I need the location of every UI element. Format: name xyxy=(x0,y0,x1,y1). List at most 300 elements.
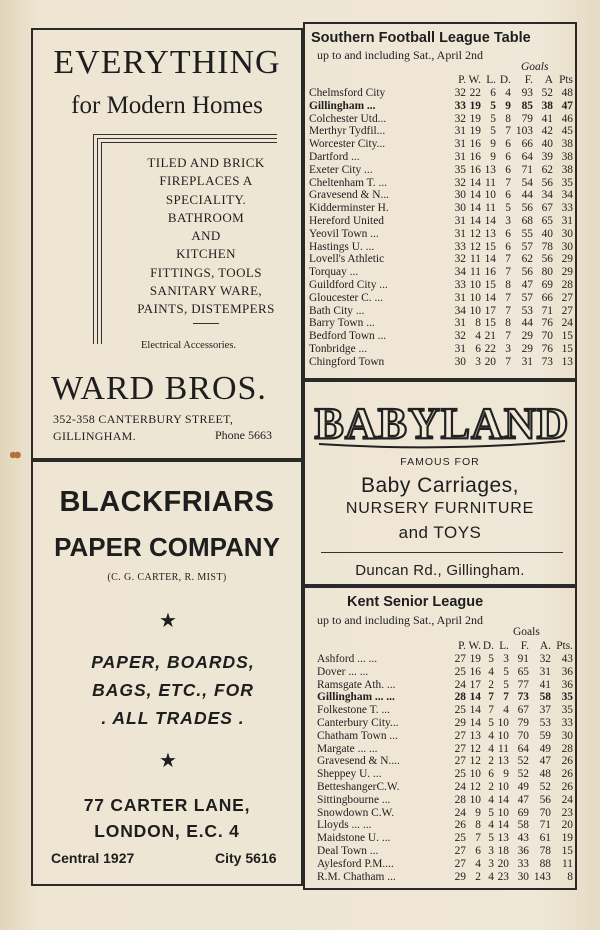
stat-cell: 7 xyxy=(488,691,494,704)
header-row xyxy=(309,74,573,87)
southern-league-table xyxy=(303,22,577,380)
stat-cell: 7 xyxy=(505,253,511,266)
stat-cell: 30 xyxy=(561,227,573,240)
stat-cell: 29 xyxy=(454,870,466,883)
stat-cell: 36 xyxy=(517,844,529,857)
stat-cell: 77 xyxy=(517,678,529,691)
stat-cell: 3 xyxy=(488,844,494,857)
stat-cell: 42 xyxy=(541,125,553,138)
stat-cell: 8 xyxy=(505,112,511,125)
table-row xyxy=(309,279,573,292)
stat-cell: 52 xyxy=(517,768,529,781)
stat-cell: 43 xyxy=(517,832,529,845)
stat-cell: 2 xyxy=(475,870,481,883)
column-header: L. xyxy=(486,74,496,86)
goods-line: . ALL TRADES . xyxy=(101,708,245,728)
stat-cell: 91 xyxy=(517,653,529,665)
stat-cell: 40 xyxy=(541,227,553,240)
stat-cell: 7 xyxy=(505,266,511,279)
stat-cell: 56 xyxy=(521,202,533,215)
stat-cell: 19 xyxy=(469,99,481,112)
stat-cell: 14 xyxy=(484,291,496,304)
stat-cell: 7 xyxy=(505,291,511,304)
stat-cell: 7 xyxy=(505,355,511,368)
kent-league-table xyxy=(303,586,577,890)
stat-cell: 14 xyxy=(469,202,481,215)
goals-label: Goals xyxy=(521,61,549,73)
column-header: Pts. xyxy=(556,640,573,652)
team-name: Kidderminster H. xyxy=(309,202,389,215)
table-row xyxy=(317,666,573,679)
stat-cell: 47 xyxy=(521,278,533,291)
table-title: Kent Senior League xyxy=(347,594,484,610)
stat-cell: 54 xyxy=(521,176,533,189)
stat-cell: 12 xyxy=(469,240,481,253)
stat-cell: 4 xyxy=(488,870,494,883)
stat-cell: 33 xyxy=(454,240,466,253)
stat-cell: 32 xyxy=(454,253,466,266)
stat-cell: 34 xyxy=(454,304,466,317)
stat-cell: 76 xyxy=(541,342,553,355)
famous-for: FAMOUS FOR xyxy=(400,456,480,468)
table-row xyxy=(317,691,573,704)
goods-line: PAPER, BOARDS, xyxy=(91,652,255,672)
stat-cell: 23 xyxy=(561,806,573,819)
babyland-advert xyxy=(303,380,577,586)
stat-cell: 3 xyxy=(505,214,511,227)
team-name: Tonbridge ... xyxy=(309,342,368,355)
stat-cell: 6 xyxy=(505,163,511,176)
table-row xyxy=(309,138,573,151)
stat-cell: 10 xyxy=(497,806,509,819)
team-name: Colchester Utd... xyxy=(309,112,387,125)
table-row xyxy=(317,755,573,768)
table-row xyxy=(309,330,573,343)
stat-cell: 85 xyxy=(521,99,533,112)
stat-cell: 31 xyxy=(521,355,533,368)
stat-cell: 9 xyxy=(475,806,481,819)
stat-cell: 27 xyxy=(454,844,466,857)
team-name: Gravesend & N.... xyxy=(317,755,400,768)
stat-cell: 57 xyxy=(521,291,533,304)
stat-cell: 38 xyxy=(561,150,573,163)
column-header: W. xyxy=(468,74,481,86)
table-row xyxy=(317,768,573,781)
table-row xyxy=(317,832,573,845)
team-name: Sheppey U. ... xyxy=(317,768,382,781)
stat-cell: 35 xyxy=(561,691,573,704)
table-row xyxy=(309,177,573,190)
team-name: Bath City ... xyxy=(309,304,365,317)
stat-cell: 10 xyxy=(469,278,481,291)
stat-cell: 45 xyxy=(561,125,573,138)
stat-cell: 8 xyxy=(505,278,511,291)
table-row xyxy=(309,228,573,241)
stat-cell: 16 xyxy=(469,163,481,176)
stat-cell: 31 xyxy=(454,342,466,355)
stat-cell: 5 xyxy=(490,99,496,112)
stat-cell: 32 xyxy=(454,176,466,189)
stat-cell: 10 xyxy=(469,291,481,304)
babyland-logo xyxy=(313,394,571,452)
stat-cell: 30 xyxy=(454,202,466,215)
stat-cell: 46 xyxy=(561,112,573,125)
table-title: Southern Football League Table xyxy=(311,30,531,46)
advert-subheadline: PAPER COMPANY xyxy=(54,532,280,562)
product-line: SANITARY WARE, xyxy=(149,283,263,299)
stat-cell: 52 xyxy=(517,755,529,768)
product-line: FITTINGS, TOOLS xyxy=(150,264,262,280)
team-header xyxy=(317,640,450,653)
stat-cell: 65 xyxy=(541,214,553,227)
team-name: Deal Town ... xyxy=(317,844,379,857)
stat-cell: 7 xyxy=(505,176,511,189)
stat-cell: 30 xyxy=(454,189,466,202)
team-name: Chatham Town ... xyxy=(317,729,398,742)
stat-cell: 79 xyxy=(517,716,529,729)
table-row xyxy=(317,730,573,743)
team-name: Chelmsford City xyxy=(309,87,386,99)
stat-cell: 4 xyxy=(503,704,509,717)
table-row xyxy=(317,653,573,666)
stat-cell: 5 xyxy=(488,832,494,845)
stat-cell: 14 xyxy=(497,793,509,806)
stat-cell: 38 xyxy=(561,138,573,151)
column-header: P. xyxy=(458,74,466,86)
goods-list xyxy=(63,648,283,732)
telephone-central: Central 1927 xyxy=(51,850,135,866)
stat-cell: 56 xyxy=(521,266,533,279)
star-icon: ★ xyxy=(159,750,177,772)
stat-cell: 31 xyxy=(454,150,466,163)
stat-cell: 5 xyxy=(503,665,509,678)
stat-cell: 66 xyxy=(521,138,533,151)
table-row xyxy=(309,125,573,138)
stat-cell: 14 xyxy=(469,214,481,227)
team-name: Canterbury City... xyxy=(317,716,399,729)
team-name: Lovell's Athletic xyxy=(309,253,385,266)
stat-cell: 5 xyxy=(490,112,496,125)
stat-cell: 14 xyxy=(469,704,481,717)
stat-cell: 9 xyxy=(490,138,496,151)
stat-cell: 13 xyxy=(484,163,496,176)
stat-cell: 64 xyxy=(517,742,529,755)
star-icon: ★ xyxy=(159,610,177,632)
column-header: Pts xyxy=(559,74,573,86)
stat-cell: 30 xyxy=(561,240,573,253)
stat-cell: 3 xyxy=(505,342,511,355)
table-row xyxy=(309,356,573,369)
stat-cell: 6 xyxy=(505,150,511,163)
stat-cell: 4 xyxy=(488,793,494,806)
column-header: W. xyxy=(468,640,481,652)
stat-cell: 22 xyxy=(469,87,481,99)
stat-cell: 49 xyxy=(539,742,551,755)
stat-cell: 19 xyxy=(469,125,481,138)
stat-cell: 33 xyxy=(517,857,529,870)
stat-cell: 47 xyxy=(561,99,573,112)
product-line: TILED AND BRICK xyxy=(147,155,265,170)
divider xyxy=(193,323,219,324)
stat-cell: 8 xyxy=(475,819,481,832)
team-name: Hereford United xyxy=(309,214,384,227)
stat-cell: 14 xyxy=(484,253,496,266)
table-row xyxy=(309,343,573,356)
stat-cell: 22 xyxy=(484,342,496,355)
stat-cell: 27 xyxy=(561,304,573,317)
team-name: Folkestone T. ... xyxy=(317,704,390,717)
team-name: Worcester City... xyxy=(309,138,386,151)
address-line: 77 CARTER LANE, xyxy=(83,795,251,815)
telephone-city: City 5616 xyxy=(215,850,277,866)
stat-cell: 9 xyxy=(490,150,496,163)
stat-cell: 71 xyxy=(521,163,533,176)
table-row xyxy=(317,807,573,820)
stat-cell: 15 xyxy=(484,240,496,253)
stat-cell: 43 xyxy=(561,653,573,665)
ward-bros-advert xyxy=(31,28,303,460)
stat-cell: 5 xyxy=(488,653,494,665)
stat-cell: 49 xyxy=(517,780,529,793)
table-row xyxy=(309,202,573,215)
stat-cell: 11 xyxy=(498,742,509,755)
stat-cell: 17 xyxy=(469,678,481,691)
stat-cell: 53 xyxy=(521,304,533,317)
stat-cell: 24 xyxy=(561,317,573,330)
stat-cell: 25 xyxy=(454,768,466,781)
table-row xyxy=(309,189,573,202)
stat-cell: 8 xyxy=(475,317,481,330)
stat-cell: 44 xyxy=(521,317,533,330)
table-row xyxy=(309,292,573,305)
stat-cell: 5 xyxy=(490,125,496,138)
stat-cell: 28 xyxy=(561,742,573,755)
stat-cell: 7 xyxy=(475,832,481,845)
stat-cell: 66 xyxy=(541,291,553,304)
stat-cell: 25 xyxy=(454,704,466,717)
stat-cell: 13 xyxy=(561,355,573,368)
company-address xyxy=(33,792,301,844)
stat-cell: 73 xyxy=(517,691,529,704)
stat-cell: 69 xyxy=(541,278,553,291)
stat-cell: 39 xyxy=(541,150,553,163)
proprietors: (C. G. CARTER, R. MIST) xyxy=(107,572,227,583)
stat-cell: 21 xyxy=(484,330,496,343)
stat-cell: 30 xyxy=(517,870,529,883)
table-row xyxy=(309,164,573,177)
stat-cell: 6 xyxy=(475,844,481,857)
table-row xyxy=(309,113,573,126)
stat-cell: 6 xyxy=(505,138,511,151)
stat-cell: 4 xyxy=(488,742,494,755)
stat-cell: 3 xyxy=(475,355,481,368)
stat-cell: 15 xyxy=(561,844,573,857)
stat-cell: 47 xyxy=(517,793,529,806)
stat-cell: 7 xyxy=(503,691,509,704)
stat-cell: 4 xyxy=(475,330,481,343)
company-address: Duncan Rd., Gillingham. xyxy=(355,562,525,579)
team-name: Ramsgate Ath. ... xyxy=(317,678,396,691)
stat-cell: 6 xyxy=(505,189,511,202)
stat-cell: 33 xyxy=(454,99,466,112)
stat-cell: 34 xyxy=(561,189,573,202)
stat-cell: 79 xyxy=(521,112,533,125)
table-subtitle: up to and including Sat., April 2nd xyxy=(317,48,483,62)
stat-cell: 34 xyxy=(541,189,553,202)
stat-cell: 44 xyxy=(521,189,533,202)
advert-headline: BLACKFRIARS xyxy=(59,486,275,518)
stat-cell: 52 xyxy=(539,780,551,793)
team-name: Dartford ... xyxy=(309,150,360,163)
team-name: Sittingbourne ... xyxy=(317,793,391,806)
stat-cell: 71 xyxy=(541,304,553,317)
team-name: Gillingham ... ... xyxy=(317,691,395,704)
stat-cell: 6 xyxy=(475,342,481,355)
stat-cell: 14 xyxy=(497,819,509,832)
stat-cell: 73 xyxy=(541,355,553,368)
team-name: Merthyr Tydfil... xyxy=(309,125,386,138)
stat-cell: 7 xyxy=(505,330,511,343)
stat-cell: 16 xyxy=(484,266,496,279)
stat-cell: 12 xyxy=(469,742,481,755)
stat-cell: 36 xyxy=(561,665,573,678)
stat-cell: 13 xyxy=(484,227,496,240)
stat-cell: 6 xyxy=(505,227,511,240)
stat-cell: 10 xyxy=(469,793,481,806)
stat-cell: 30 xyxy=(454,355,466,368)
stat-cell: 48 xyxy=(539,768,551,781)
table-row xyxy=(317,819,573,832)
stat-cell: 11 xyxy=(470,266,481,279)
stat-cell: 32 xyxy=(454,87,466,99)
stat-cell: 80 xyxy=(541,266,553,279)
stat-cell: 7 xyxy=(505,125,511,138)
stat-cell: 25 xyxy=(454,665,466,678)
company-phone: Phone 5663 xyxy=(215,428,272,442)
stat-cell: 62 xyxy=(521,253,533,266)
table-row xyxy=(317,845,573,858)
table-row xyxy=(309,87,573,100)
stat-cell: 12 xyxy=(469,227,481,240)
stat-cell: 2 xyxy=(488,780,494,793)
team-name: Hastings U. ... xyxy=(309,240,375,253)
stat-cell: 6 xyxy=(490,87,496,99)
stat-cell: 14 xyxy=(484,214,496,227)
stat-cell: 32 xyxy=(454,330,466,343)
stat-cell: 78 xyxy=(541,240,553,253)
stat-cell: 61 xyxy=(539,832,551,845)
product-line: FIREPLACES A xyxy=(159,173,253,189)
stat-cell: 40 xyxy=(541,138,553,151)
stat-cell: 36 xyxy=(561,678,573,691)
goods-line: BAGS, ETC., FOR xyxy=(92,680,254,700)
stat-cell: 10 xyxy=(484,189,496,202)
stat-cell: 26 xyxy=(561,768,573,781)
table-row xyxy=(317,743,573,756)
team-name: Yeovil Town ... xyxy=(309,227,379,240)
stat-cell: 24 xyxy=(454,678,466,691)
table-row xyxy=(309,305,573,318)
stat-cell: 11 xyxy=(485,176,496,189)
stat-cell: 29 xyxy=(561,253,573,266)
table-row xyxy=(309,241,573,254)
stat-cell: 14 xyxy=(469,176,481,189)
stat-cell: 70 xyxy=(541,330,553,343)
league-table xyxy=(309,74,573,369)
stat-cell: 5 xyxy=(488,806,494,819)
team-name: Chingford Town xyxy=(309,355,385,368)
stat-cell: 33 xyxy=(454,278,466,291)
stat-cell: 6 xyxy=(505,240,511,253)
stat-cell: 14 xyxy=(469,691,481,704)
stat-cell: 10 xyxy=(497,716,509,729)
table-row xyxy=(309,100,573,113)
stat-cell: 18 xyxy=(497,844,509,857)
team-name: Barry Town ... xyxy=(309,317,375,330)
product-line: Baby Carriages, xyxy=(360,474,520,497)
stat-cell: 70 xyxy=(517,729,529,742)
team-name: Snowdown C.W. xyxy=(317,806,395,819)
stat-cell: 57 xyxy=(521,240,533,253)
team-name: Maidstone U. ... xyxy=(317,832,391,845)
product-line: BATHROOM xyxy=(167,209,245,225)
team-name: BetteshangerC.W. xyxy=(317,780,400,793)
stat-cell: 143 xyxy=(533,870,551,883)
stat-cell: 3 xyxy=(488,857,494,870)
stat-cell: 58 xyxy=(517,819,529,832)
stat-cell: 33 xyxy=(561,716,573,729)
product-line: and TOYS xyxy=(398,523,482,542)
stat-cell: 27 xyxy=(454,742,466,755)
stat-cell: 11 xyxy=(470,253,481,266)
stat-cell: 56 xyxy=(541,176,553,189)
stat-cell: 11 xyxy=(562,857,573,870)
stat-cell: 78 xyxy=(539,844,551,857)
stat-cell: 8 xyxy=(505,317,511,330)
company-name: WARD BROS. xyxy=(51,370,267,407)
stat-cell: 29 xyxy=(454,716,466,729)
table-row xyxy=(309,151,573,164)
team-name: Exeter City ... xyxy=(309,163,373,176)
team-name: Gloucester C. ... xyxy=(309,291,384,304)
stat-cell: 65 xyxy=(517,665,529,678)
stat-cell: 20 xyxy=(484,355,496,368)
advert-subheadline: for Modern Homes xyxy=(71,92,263,119)
stat-cell: 14 xyxy=(469,189,481,202)
stat-cell: 5 xyxy=(505,202,511,215)
stat-cell: 31 xyxy=(454,214,466,227)
stat-cell: 27 xyxy=(454,653,466,665)
column-header: D. xyxy=(499,74,511,86)
stat-cell: 4 xyxy=(488,729,494,742)
address-line: LONDON, E.C. 4 xyxy=(94,821,240,841)
advert-headline: EVERYTHING xyxy=(53,44,281,81)
divider xyxy=(321,552,563,553)
stat-cell: 24 xyxy=(561,793,573,806)
stat-cell: 9 xyxy=(505,99,511,112)
stat-cell: 24 xyxy=(454,780,466,793)
stat-cell: 7 xyxy=(488,704,494,717)
stat-cell: 6 xyxy=(488,768,494,781)
stat-cell: 4 xyxy=(488,819,494,832)
stat-cell: 31 xyxy=(539,665,551,678)
team-name: Guildford City ... xyxy=(309,278,388,291)
team-name: Torquay ... xyxy=(309,266,359,279)
stat-cell: 16 xyxy=(469,150,481,163)
stat-cell: 23 xyxy=(497,870,509,883)
stat-cell: 56 xyxy=(539,793,551,806)
logo-text: BABYLAND xyxy=(314,399,570,448)
